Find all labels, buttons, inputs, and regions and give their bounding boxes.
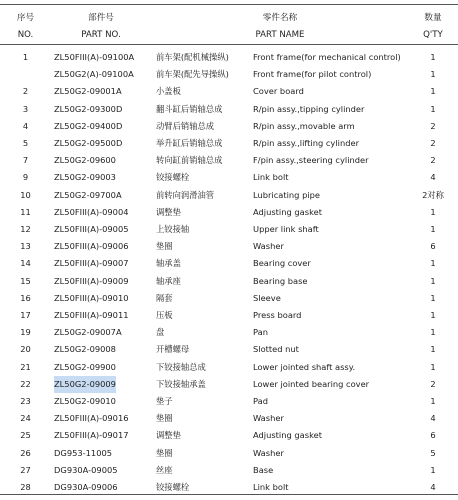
part-name-en: Pad — [253, 396, 268, 406]
part-name-zh: 小盖板 — [156, 86, 181, 97]
quantity: 1 — [430, 464, 436, 475]
quantity: 1 — [430, 69, 436, 80]
part-number: ZL50G2-09010 — [54, 396, 116, 406]
part-number: ZL50FIII(A)-09016 — [54, 413, 129, 424]
quantity: 1 — [430, 361, 436, 372]
row-number: 14 — [20, 258, 31, 269]
table-row — [0, 359, 458, 376]
quantity: 1 — [430, 52, 436, 62]
part-name-zh: 调整垫 — [156, 430, 181, 441]
part-number: ZL50G2-09007A — [54, 327, 122, 338]
quantity: 6 — [430, 430, 436, 441]
header-part-no — [56, 12, 146, 41]
table-bottom-rule — [0, 494, 458, 495]
part-name-en: Front frame(for pilot control) — [253, 69, 372, 80]
table-row — [0, 238, 458, 255]
row-number: 15 — [20, 275, 31, 286]
quantity: 1 — [430, 344, 436, 355]
part-number: DG953-11005 — [54, 447, 113, 458]
table-row — [0, 307, 458, 324]
part-name-en: R/pin assy.,lifting cylinder — [253, 138, 359, 148]
quantity: 4 — [430, 413, 436, 424]
table-row — [0, 118, 458, 135]
table-row — [0, 290, 458, 307]
row-number: 13 — [20, 241, 31, 252]
part-name-en: Press board — [253, 310, 302, 320]
header-qty-zh: 数量 — [424, 13, 442, 23]
part-name-zh: 垫子 — [156, 396, 173, 406]
part-name-en: R/pin assy.,tipping cylinder — [253, 103, 365, 114]
part-number: ZL50G2-09003 — [54, 172, 116, 183]
quantity: 2对称 — [422, 189, 444, 200]
row-number: 4 — [22, 120, 29, 131]
quantity: 1 — [430, 327, 436, 338]
part-number: ZL50G2-09500D — [54, 138, 123, 148]
quantity: 4 — [430, 172, 436, 183]
table-row — [0, 221, 458, 238]
table-row — [0, 393, 458, 410]
quantity: 1 — [430, 206, 436, 217]
quantity: 1 — [430, 103, 436, 114]
quantity: 1 — [430, 258, 436, 269]
part-name-en: Adjusting gasket — [253, 430, 322, 441]
part-name-en: Lubricating pipe — [253, 189, 321, 200]
part-name-zh: 铰接螺栓 — [156, 172, 190, 183]
row-number: 19 — [20, 327, 31, 338]
quantity: 1 — [430, 224, 436, 234]
header-part-en: PART NO. — [81, 30, 121, 40]
quantity: 1 — [430, 310, 436, 320]
header-part-zh: 部件号 — [88, 13, 114, 23]
table-row — [0, 255, 458, 272]
part-name-zh: 隔套 — [156, 292, 173, 303]
table-row — [0, 101, 458, 118]
part-name-zh: 调整垫 — [156, 206, 181, 217]
part-name-en: Cover board — [253, 86, 304, 97]
row-number: 1 — [22, 52, 29, 62]
header-qty — [411, 12, 455, 41]
part-name-zh: 铰接螺栓 — [156, 482, 190, 492]
table-row — [0, 462, 458, 479]
part-name-zh: 动臂后销轴总成 — [156, 120, 215, 131]
table-row — [0, 49, 458, 66]
part-number: ZL50G2-09600 — [54, 155, 116, 166]
part-name-en: Front frame(for mechanical control) — [253, 52, 401, 62]
part-number: ZL50G2-09400D — [54, 120, 123, 131]
part-number: DG930A-09005 — [54, 464, 118, 475]
header-no — [0, 12, 51, 41]
table-row — [0, 83, 458, 100]
part-name-zh: 前转向润滑油管 — [156, 189, 215, 200]
part-number: ZL50G2-09900 — [54, 361, 116, 372]
header-no-en: NO. — [17, 30, 34, 40]
row-number: 22 — [20, 378, 31, 389]
part-name-en: Base — [253, 464, 274, 475]
part-name-zh: 盘 — [156, 327, 165, 338]
part-name-en: Washer — [253, 241, 284, 252]
row-number: 26 — [20, 447, 31, 458]
part-name-en: Adjusting gasket — [253, 206, 322, 217]
part-number: ZL50FIII(A)-09004 — [54, 206, 129, 217]
row-number: 28 — [20, 482, 31, 492]
row-number: 24 — [20, 413, 31, 424]
row-number: 7 — [22, 155, 29, 166]
part-name-en: R/pin assy.,movable arm — [253, 120, 355, 131]
header-rule — [0, 44, 458, 45]
part-name-zh: 前车架(配先导操纵) — [156, 69, 229, 80]
part-name-en: Link bolt — [253, 172, 289, 183]
part-name-zh: 垫圈 — [156, 413, 173, 424]
quantity: 2 — [430, 378, 436, 389]
part-number: ZL50FIII(A)-09009 — [54, 275, 129, 286]
part-name-zh: 丝座 — [156, 464, 173, 475]
row-number: 27 — [20, 464, 31, 475]
part-name-en: Washer — [253, 413, 284, 424]
header-name-en: PART NAME — [255, 30, 305, 40]
row-number: 23 — [20, 396, 31, 406]
part-name-en: Lower jointed shaft assy. — [253, 361, 356, 372]
quantity: 4 — [430, 482, 436, 492]
part-name-en: Slotted nut — [253, 344, 299, 355]
part-name-en: Sleeve — [253, 292, 281, 303]
part-name-en: Washer — [253, 447, 284, 458]
row-number: 5 — [22, 138, 29, 148]
part-number: ZL50FIII(A)-09017 — [54, 430, 129, 441]
quantity: 2 — [430, 138, 436, 148]
row-number: 3 — [22, 103, 29, 114]
part-name-en: F/pin assy.,steering cylinder — [253, 155, 369, 166]
row-number: 17 — [20, 310, 31, 320]
part-name-zh: 压板 — [156, 310, 173, 320]
part-name-en: Link bolt — [253, 482, 289, 492]
row-number: 10 — [20, 189, 31, 200]
part-name-zh: 举升缸后销轴总成 — [156, 138, 223, 148]
table-row — [0, 341, 458, 358]
part-number: ZL50G2-09008 — [54, 344, 116, 355]
row-number: 11 — [20, 206, 31, 217]
part-number: ZL50FIII(A)-09007 — [54, 258, 129, 269]
part-name-zh: 前车架(配机械操纵) — [156, 52, 229, 62]
part-number: ZL50FIII(A)-09005 — [54, 224, 129, 234]
part-name-zh: 转向缸前销轴总成 — [156, 155, 223, 166]
part-name-zh: 下铰接轴承盖 — [156, 378, 206, 389]
table-row — [0, 376, 458, 393]
table-row — [0, 66, 458, 83]
part-number: ZL50FIII(A)-09006 — [54, 241, 129, 252]
part-name-en: Bearing cover — [253, 258, 311, 269]
part-name-en: Upper link shaft — [253, 224, 319, 234]
table-row — [0, 273, 458, 290]
quantity: 1 — [430, 275, 436, 286]
table-row — [0, 445, 458, 462]
part-name-en: Bearing base — [253, 275, 308, 286]
table-row — [0, 427, 458, 444]
part-name-zh: 垫圈 — [156, 447, 173, 458]
header-part-name — [200, 12, 360, 41]
part-number: ZL50G2-09001A — [54, 86, 122, 97]
part-name-en: Pan — [253, 327, 268, 338]
row-number: 9 — [22, 172, 29, 183]
quantity: 1 — [430, 86, 436, 97]
part-name-zh: 开槽螺母 — [156, 344, 190, 355]
header-no-zh: 序号 — [16, 13, 35, 23]
part-name-zh: 下铰接轴总成 — [156, 361, 206, 372]
table-row — [0, 152, 458, 169]
part-number: DG930A-09006 — [54, 482, 118, 492]
part-number: ZL50G2-09700A — [54, 189, 122, 200]
part-number: ZL50G2-09009 — [54, 376, 116, 393]
row-number: 2 — [22, 86, 29, 97]
table-top-rule — [0, 4, 458, 5]
quantity: 2 — [430, 120, 436, 131]
part-number: ZL50FIII(A)-09011 — [54, 310, 129, 320]
part-name-en: Lower jointed bearing cover — [253, 378, 370, 389]
part-number: ZL50G2(A)-09100A — [54, 69, 134, 80]
row-number: 20 — [20, 344, 31, 355]
quantity: 1 — [430, 396, 436, 406]
header-qty-en: Q'TY — [423, 30, 443, 40]
quantity: 6 — [430, 241, 436, 252]
row-number: 25 — [20, 430, 31, 441]
quantity: 5 — [430, 447, 436, 458]
part-number: ZL50G2-09300D — [54, 103, 123, 114]
part-name-zh: 上铰接轴 — [156, 224, 190, 234]
part-name-zh: 轴承盖 — [156, 258, 181, 269]
quantity: 1 — [430, 292, 436, 303]
row-number: 12 — [20, 224, 31, 234]
part-number: ZL50FIII(A)-09100A — [54, 52, 135, 62]
table-row — [0, 410, 458, 427]
table-row — [0, 324, 458, 341]
table-row — [0, 204, 458, 221]
row-number: 16 — [20, 292, 31, 303]
part-number: ZL50FIII(A)-09010 — [54, 292, 129, 303]
table-row — [0, 187, 458, 204]
part-name-zh: 翻斗缸后销轴总成 — [156, 103, 223, 114]
part-name-zh: 垫圈 — [156, 241, 173, 252]
quantity: 2 — [430, 155, 436, 166]
row-number: 21 — [20, 361, 31, 372]
part-name-zh: 轴承座 — [156, 275, 181, 286]
table-row — [0, 169, 458, 186]
header-name-zh: 零件名称 — [262, 13, 298, 23]
table-row — [0, 135, 458, 152]
